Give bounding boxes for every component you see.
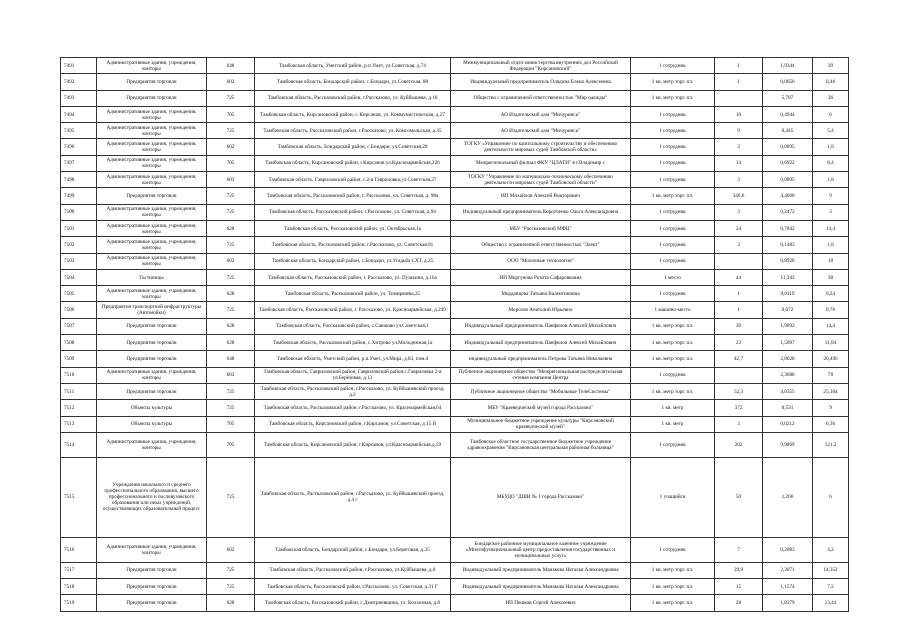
organization-cell: Публичное акционерное общество "Межрегиональная распределительная сетевая компания Центра: [451, 367, 631, 383]
volume-cell: 121,2: [813, 432, 849, 457]
district-code-cell: 603: [207, 367, 255, 383]
category-cell: Административные здания, учреждения, конторы: [97, 237, 207, 253]
volume-cell: 1,8: [813, 237, 849, 253]
table-row: [61, 286, 849, 302]
district-code-cell: 602: [207, 253, 255, 269]
unit-cell: 1 сотрудник: [631, 172, 715, 188]
category-cell: Предприятия торговли: [97, 188, 207, 204]
organization-cell: ТОГКУ "Управление по материально-техническому обеспечению деятельности мировых судей Тамбовской области": [451, 172, 631, 188]
category-cell: Административные здания, учреждения, конторы: [97, 204, 207, 220]
volume-cell: 36: [813, 90, 849, 106]
district-code-cell: 725: [207, 204, 255, 220]
category-cell: Административные здания, учреждения, конторы: [97, 432, 207, 457]
norm-cell: 4,4068: [763, 188, 813, 204]
norm-cell: 0,072: [763, 302, 813, 318]
volume-cell: 0,36: [813, 416, 849, 432]
row-number-cell: 7518: [61, 579, 97, 595]
row-number-cell: 7508: [61, 335, 97, 351]
table-row: [61, 172, 849, 188]
table-row: [61, 269, 849, 285]
organization-cell: Межрегиональный филиал ФКУ "ЦЛАТИ" в г.Владимир с: [451, 155, 631, 171]
row-number-cell: 7516: [61, 537, 97, 562]
organization-cell: Индивидуальный предприниматель Панфилов Алексей Михайлович: [451, 318, 631, 334]
volume-cell: 14,352: [813, 562, 849, 578]
category-cell: Административные здания, учреждения, конторы: [97, 253, 207, 269]
norm-cell: 0,8928: [763, 253, 813, 269]
address-cell: Тамбовская область, Рассказовский район, г. Рассказово, ул. Красноармейская, д.249: [255, 302, 451, 318]
address-cell: Тамбовская область, Бондарский район, с.Бондари, ул.Усадьба СХТ, д.25: [255, 253, 451, 269]
row-number-cell: 7498: [61, 172, 97, 188]
category-cell: Предприятия торговли: [97, 74, 207, 90]
quantity-cell: 30: [715, 318, 763, 334]
district-code-cell: 603: [207, 172, 255, 188]
unit-cell: 1 сотрудник: [631, 432, 715, 457]
quantity-cell: 3: [715, 416, 763, 432]
norm-cell: 4,0355: [763, 383, 813, 399]
volume-cell: 25,104: [813, 383, 849, 399]
table-row: [61, 188, 849, 204]
norm-cell: 1,8379: [763, 595, 813, 611]
volume-cell: 1,8: [813, 172, 849, 188]
address-cell: Тамбовская область, Рассказовский район, г.Рассказово, ул. Комсомольская, д.35: [255, 123, 451, 139]
address-cell: Тамбовская область, Бондарский район, с.Бондари, ул.Советская,28: [255, 139, 451, 155]
category-cell: Административные здания, учреждения, конторы: [97, 220, 207, 236]
category-cell: Предприятия торговли: [97, 562, 207, 578]
volume-cell: 6: [813, 457, 849, 537]
table-row: [61, 90, 849, 106]
row-number-cell: 7510: [61, 367, 97, 383]
district-code-cell: 705: [207, 106, 255, 122]
category-cell: Административные здания, учреждения, конторы: [97, 537, 207, 562]
district-code-cell: 602: [207, 537, 255, 562]
table-row: [61, 579, 849, 595]
unit-cell: 1 сотрудник: [631, 537, 715, 562]
district-code-cell: 725: [207, 579, 255, 595]
volume-cell: 4,2: [813, 537, 849, 562]
unit-cell: 1 сотрудник: [631, 106, 715, 122]
quantity-cell: 202: [715, 432, 763, 457]
volume-cell: 13,44: [813, 595, 849, 611]
organization-cell: ТОГКУ «Управление по капитальному строительству и обеспечению деятельности мировых судей Тамбовской области»: [451, 139, 631, 155]
organization-cell: Муниципальное бюджетное учреждение культуры "Кирсановский краеведческий музей": [451, 416, 631, 432]
table-row: [61, 302, 849, 318]
district-code-cell: 725: [207, 188, 255, 204]
address-cell: Тамбовская область, Рассказовский район, г.Рассказово, ул.Куйбышева, д.8: [255, 562, 451, 578]
unit-cell: 1 машино-место: [631, 302, 715, 318]
register-sheet: [60, 57, 848, 612]
row-number-cell: 7507: [61, 318, 97, 334]
row-number-cell: 7519: [61, 595, 97, 611]
address-cell: Тамбовская область, Кирсановский район, г.Кирсанов ул.Красноармейская,226: [255, 155, 451, 171]
table-row: [61, 123, 849, 139]
organization-cell: АО Издательский дом "Мичуринск": [451, 106, 631, 122]
address-cell: Тамбовская область, Рассказовский район, г.Рассказово, ул. Красноармейская,64: [255, 400, 451, 416]
organization-cell: Межмуниципальный отдел министерства внутренних дел Российской Федерации "Кирсановский": [451, 58, 631, 74]
organization-cell: Индивидуальный предприниматель Коротченко Ольга Александровна: [451, 204, 631, 220]
district-code-cell: 725: [207, 269, 255, 285]
address-cell: Тамбовская область, Рассказовский район, с.Саюково ул.Советская,1: [255, 318, 451, 334]
organization-cell: Индивидуальный предприниматель Манакова Наталья Александровна: [451, 579, 631, 595]
norm-cell: 5,787: [763, 90, 813, 106]
district-code-cell: 725: [207, 383, 255, 399]
row-number-cell: 7514: [61, 432, 97, 457]
organization-cell: Индивидуальный предприниматель Панфилов Алексей Михайлович: [451, 335, 631, 351]
unit-cell: 1 сотрудник: [631, 58, 715, 74]
category-cell: Гостиницы: [97, 269, 207, 285]
category-cell: Предприятия торговли: [97, 335, 207, 351]
address-cell: Тамбовская область, Бондарский район, с.Бондари, ул.Советская, 88: [255, 74, 451, 90]
norm-cell: 0,6922: [763, 155, 813, 171]
address-cell: Тамбовская область, Рассказовский район, г. Рассказово, ул. Советская, д. 98а: [255, 188, 451, 204]
district-code-cell: 648: [207, 58, 255, 74]
quantity-cell: 3: [715, 172, 763, 188]
unit-cell: 1 кв. метр: [631, 400, 715, 416]
address-cell: Тамбовская область, Гавриловский район, с.2-я Гавриловка,ул.Советская,27: [255, 172, 451, 188]
organization-cell: Тамбовское областное государственное бюджетное учреждение здравоохранения "Кирсановская центральная районная больница": [451, 432, 631, 457]
table-row: [61, 351, 849, 367]
volume-cell: 7,2: [813, 579, 849, 595]
quantity-cell: [715, 253, 763, 269]
unit-cell: 1 место: [631, 269, 715, 285]
volume-cell: 20,496: [813, 351, 849, 367]
unit-cell: 1 кв. метр торг. пл.: [631, 90, 715, 106]
waste-register-table: [60, 57, 849, 612]
address-cell: Тамбовская область, Рассказовский район, г.Рассказово, ул. Советская, д.94: [255, 204, 451, 220]
category-cell: Административные здания, учреждения, конторы: [97, 286, 207, 302]
unit-cell: 1 сотрудник: [631, 123, 715, 139]
table-row: [61, 595, 849, 611]
volume-cell: 5,4: [813, 123, 849, 139]
category-cell: Предприятия торговли: [97, 90, 207, 106]
organization-cell: Индивидуальный предприниматель Олядина Елена Алексеевна: [451, 74, 631, 90]
category-cell: Предприятия торговли: [97, 579, 207, 595]
category-cell: Объекты культуры: [97, 400, 207, 416]
category-cell: Административные здания, учреждения, конторы: [97, 172, 207, 188]
category-cell: Учреждения начального и среднего профессионального образования, высшего профессионального и послевузовского образования или иных учреждений, осуществляющих образовательный процесс: [97, 457, 207, 537]
volume-cell: 18: [813, 253, 849, 269]
address-cell: Тамбовская область, Кирсановский район, г.Кирсанов, ул.Советская, д.15 В: [255, 416, 451, 432]
row-number-cell: 7493: [61, 90, 97, 106]
category-cell: Административные здания, учреждения, конторы: [97, 367, 207, 383]
quantity-cell: [715, 90, 763, 106]
norm-cell: 0,0119: [763, 286, 813, 302]
unit-cell: 1 сотрудник: [631, 155, 715, 171]
norm-cell: 1,9692: [763, 318, 813, 334]
row-number-cell: 7505: [61, 286, 97, 302]
address-cell: Тамбовская область, Рассказовский район, г.Рассказово, ул. Куйбышева, д.10: [255, 90, 451, 106]
volume-cell: 1,8: [813, 139, 849, 155]
table-row: [61, 400, 849, 416]
table-row: [61, 432, 849, 457]
unit-cell: 1 кв. метр торг. пл.: [631, 595, 715, 611]
unit-cell: 1 кв. метр: [631, 416, 715, 432]
district-code-cell: 725: [207, 562, 255, 578]
quantity-cell: 1: [715, 58, 763, 74]
norm-cell: 0,531: [763, 400, 813, 416]
table-row: [61, 367, 849, 383]
address-cell: Тамбовская область, Рассказовский район, с.Дмитриевщина, ул. Колхозная, д.8: [255, 595, 451, 611]
norm-cell: 0,2083: [763, 537, 813, 562]
quantity-cell: 346,6: [715, 188, 763, 204]
address-cell: Тамбовская область, Кирсановский район, г. Кирсанов, ул. Коммунистическая, д.27: [255, 106, 451, 122]
table-row: [61, 383, 849, 399]
quantity-cell: 10: [715, 106, 763, 122]
row-number-cell: 7499: [61, 188, 97, 204]
quantity-cell: 52,3: [715, 383, 763, 399]
district-code-cell: 628: [207, 318, 255, 334]
organization-cell: Общество с ограниченной ответственностью "Элект": [451, 237, 631, 253]
quantity-cell: 9: [715, 123, 763, 139]
unit-cell: 1 кв. метр торг. пл.: [631, 335, 715, 351]
address-cell: Тамбовская область, Кирсановский район, г.Кирсанов, ул.Красноармейская,д.59: [255, 432, 451, 457]
organization-cell: ООО "Молочные технологии": [451, 253, 631, 269]
unit-cell: 1 кв. метр торг. пл.: [631, 351, 715, 367]
norm-cell: 2,3071: [763, 562, 813, 578]
district-code-cell: 628: [207, 595, 255, 611]
address-cell: Тамбовская область, Рассказовский район, ул. Октябрьская,1а: [255, 220, 451, 236]
unit-cell: 1 сотрудник: [631, 367, 715, 383]
address-cell: Тамбовская область, Уметский район, р.п.Умет, ул.Советская, д.74: [255, 58, 451, 74]
row-number-cell: 7501: [61, 220, 97, 236]
quantity-cell: 1: [715, 302, 763, 318]
quantity-cell: 50: [715, 457, 763, 537]
unit-cell: 1 кв. метр торг. пл.: [631, 74, 715, 90]
row-number-cell: 7504: [61, 269, 97, 285]
quantity-cell: 29,9: [715, 562, 763, 578]
quantity-cell: 1: [715, 286, 763, 302]
table-row: [61, 562, 849, 578]
district-code-cell: 705: [207, 155, 255, 171]
district-code-cell: 628: [207, 335, 255, 351]
row-number-cell: 7517: [61, 562, 97, 578]
row-number-cell: 7491: [61, 58, 97, 74]
address-cell: Тамбовская область, Уметский район, р.п.Умет, ул.Мира, д.83, пом.4: [255, 351, 451, 367]
row-number-cell: 7497: [61, 155, 97, 171]
address-cell: Тамбовская область, Рассказовский район, г.Рассказово, ул. Советская,81: [255, 237, 451, 253]
quantity-cell: 3: [715, 237, 763, 253]
volume-cell: 9: [813, 400, 849, 416]
district-code-cell: 602: [207, 74, 255, 90]
organization-cell: ИП Пешков Сергей Алексеевич: [451, 595, 631, 611]
volume-cell: 14,4: [813, 220, 849, 236]
row-number-cell: 7513: [61, 416, 97, 432]
district-code-cell: 648: [207, 351, 255, 367]
quantity-cell: 7: [715, 537, 763, 562]
row-number-cell: 7511: [61, 383, 97, 399]
quantity-cell: 3: [715, 139, 763, 155]
unit-cell: 1 сотрудник: [631, 220, 715, 236]
address-cell: Тамбовская область, Рассказовский район, г.Рассказово, ул. Куйбышевский проезд, д.4 г: [255, 457, 451, 537]
organization-cell: Публичное акционерное общество "Мобильные ТелеСистемы": [451, 383, 631, 399]
norm-cell: 1,266: [763, 457, 813, 537]
table-row: [61, 318, 849, 334]
address-cell: Тамбовская область, Бондарский район, с.Бондари, ул.Береговая, д.35: [255, 537, 451, 562]
category-cell: Административные здания, учреждения, конторы: [97, 139, 207, 155]
district-code-cell: 725: [207, 302, 255, 318]
table-row: [61, 537, 849, 562]
table-row: [61, 74, 849, 90]
row-number-cell: 7503: [61, 253, 97, 269]
category-cell: Административные здания, учреждения, конторы: [97, 123, 207, 139]
volume-cell: 9: [813, 188, 849, 204]
norm-cell: 0,0656: [763, 74, 813, 90]
volume-cell: 39: [813, 58, 849, 74]
organization-cell: ИП Моргунова Розита Сафаровковна: [451, 269, 631, 285]
organization-cell: Общество с ограниченной ответственностью "Мир одежды": [451, 90, 631, 106]
district-code-cell: 602: [207, 139, 255, 155]
norm-cell: 0,7842: [763, 220, 813, 236]
table-row: [61, 58, 849, 74]
row-number-cell: 7506: [61, 302, 97, 318]
volume-cell: 0,48: [813, 74, 849, 90]
row-number-cell: 7515: [61, 457, 97, 537]
category-cell: Административные здания, учреждения, конторы: [97, 106, 207, 122]
district-code-cell: 705: [207, 432, 255, 457]
district-code-cell: 725: [207, 400, 255, 416]
unit-cell: 1 сотрудник: [631, 237, 715, 253]
district-code-cell: 705: [207, 416, 255, 432]
district-code-cell: 725: [207, 123, 255, 139]
volume-cell: 0,76: [813, 302, 849, 318]
volume-cell: 11,04: [813, 335, 849, 351]
norm-cell: 1,5097: [763, 335, 813, 351]
organization-cell: индивидуальный предприниматель Петрова Татьяна Николаевна: [451, 351, 631, 367]
organization-cell: МБУ "Краеведческий музей города Рассказово": [451, 400, 631, 416]
norm-cell: 0,445: [763, 123, 813, 139]
volume-cell: 8,4: [813, 155, 849, 171]
row-number-cell: 7512: [61, 400, 97, 416]
norm-cell: 0,2472: [763, 204, 813, 220]
quantity-cell: 28: [715, 595, 763, 611]
category-cell: Предприятия торговли: [97, 595, 207, 611]
volume-cell: 6: [813, 106, 849, 122]
category-cell: Предприятия торговли: [97, 383, 207, 399]
unit-cell: 1 кв. метр торг. пл.: [631, 188, 715, 204]
organization-cell: Морозов Анатолий Юрьевич: [451, 302, 631, 318]
table-row: [61, 155, 849, 171]
table-row: [61, 220, 849, 236]
row-number-cell: 7496: [61, 139, 97, 155]
norm-cell: 11,343: [763, 269, 813, 285]
unit-cell: 1 кв. метр торг. пл.: [631, 562, 715, 578]
address-cell: Тамбовская область, Гавриловский район, Гавриловский район,с.Гавриловка 2-я ул.Берёзовая, д.13: [255, 367, 451, 383]
district-code-cell: 725: [207, 90, 255, 106]
quantity-cell: 24: [715, 220, 763, 236]
table-row: [61, 204, 849, 220]
row-number-cell: 7494: [61, 106, 97, 122]
quantity-cell: 42,7: [715, 351, 763, 367]
address-cell: Тамбовская область, Рассказовский район, г. Рассказово, ул. Пушкина, д.16а: [255, 269, 451, 285]
norm-cell: 1,1574: [763, 579, 813, 595]
category-cell: Предприятия транспортной инфраструктуры (Автомойки): [97, 302, 207, 318]
table-row: [61, 237, 849, 253]
row-number-cell: 7495: [61, 123, 97, 139]
unit-cell: 1 учащийся: [631, 457, 715, 537]
volume-cell: 0,24: [813, 286, 849, 302]
row-number-cell: 7500: [61, 204, 97, 220]
norm-cell: 0,0212: [763, 416, 813, 432]
volume-cell: 14,4: [813, 318, 849, 334]
quantity-cell: [715, 367, 763, 383]
district-code-cell: 725: [207, 237, 255, 253]
norm-cell: 0,0895: [763, 139, 813, 155]
address-cell: Тамбовская область, Рассказовский район, г.Рассказово, ул. Куйбышевский проезд, д.2: [255, 383, 451, 399]
norm-cell: 2,8028: [763, 351, 813, 367]
row-number-cell: 7502: [61, 237, 97, 253]
address-cell: Тамбовская область, Рассказовский район, г.Рассказово, ул. Советская, д.31 Г: [255, 579, 451, 595]
volume-cell: 3: [813, 204, 849, 220]
organization-cell: МБУДО "ДШИ № 1 города Рассказово": [451, 457, 631, 537]
category-cell: Объекты культуры: [97, 416, 207, 432]
table-row: [61, 139, 849, 155]
unit-cell: 1 кв. метр торг. пл.: [631, 383, 715, 399]
address-cell: Тамбовская область, Рассказовский район, ул. Тимирязева,25: [255, 286, 451, 302]
organization-cell: АО Издательский дом "Мичуринск": [451, 123, 631, 139]
quantity-cell: 23: [715, 335, 763, 351]
unit-cell: 1 сотрудник: [631, 253, 715, 269]
category-cell: Предприятия торговли: [97, 351, 207, 367]
volume-cell: 38: [813, 269, 849, 285]
table-row: [61, 457, 849, 537]
volume-cell: 78: [813, 367, 849, 383]
unit-cell: 1 сотрудник: [631, 286, 715, 302]
norm-cell: 0,0895: [763, 172, 813, 188]
organization-cell: Мордовцева Татьяна Валентиновна: [451, 286, 631, 302]
organization-cell: ИП Михайлов Алексей Викторович: [451, 188, 631, 204]
quantity-cell: 15: [715, 579, 763, 595]
table-row: [61, 253, 849, 269]
district-code-cell: 628: [207, 220, 255, 236]
norm-cell: 2,3688: [763, 367, 813, 383]
unit-cell: 1 сотрудник: [631, 139, 715, 155]
district-code-cell: 725: [207, 457, 255, 537]
unit-cell: 1 кв. метр торг. пл.: [631, 579, 715, 595]
quantity-cell: 1: [715, 74, 763, 90]
norm-cell: 9,9869: [763, 432, 813, 457]
quantity-cell: 372: [715, 400, 763, 416]
norm-cell: 0,4944: [763, 106, 813, 122]
row-number-cell: 7492: [61, 74, 97, 90]
table-row: [61, 106, 849, 122]
row-number-cell: 7509: [61, 351, 97, 367]
table-row: [61, 416, 849, 432]
table-row: [61, 335, 849, 351]
category-cell: Административные здания, учреждения, конторы: [97, 155, 207, 171]
norm-cell: 0,1483: [763, 237, 813, 253]
norm-cell: 1,9344: [763, 58, 813, 74]
organization-cell: Индивидуальный предприниматель Манакова Наталья Александровна: [451, 562, 631, 578]
address-cell: Тамбовская область, Рассказовский район, с.Хитрово ул.Молодежная,1а: [255, 335, 451, 351]
category-cell: Административные здания, учреждения, конторы: [97, 58, 207, 74]
organization-cell: Бондарское районное муниципальное казенное учреждение «Многофункциональный центр предоставления государственных и муниципальных услуг»: [451, 537, 631, 562]
district-code-cell: 628: [207, 286, 255, 302]
quantity-cell: 3: [715, 204, 763, 220]
quantity-cell: 14: [715, 155, 763, 171]
unit-cell: 1 сотрудник: [631, 204, 715, 220]
organization-cell: МБУ "Рассказовский МФЦ": [451, 220, 631, 236]
quantity-cell: 44: [715, 269, 763, 285]
category-cell: Предприятия торговли: [97, 318, 207, 334]
unit-cell: 1 кв. метр торг. пл.: [631, 318, 715, 334]
